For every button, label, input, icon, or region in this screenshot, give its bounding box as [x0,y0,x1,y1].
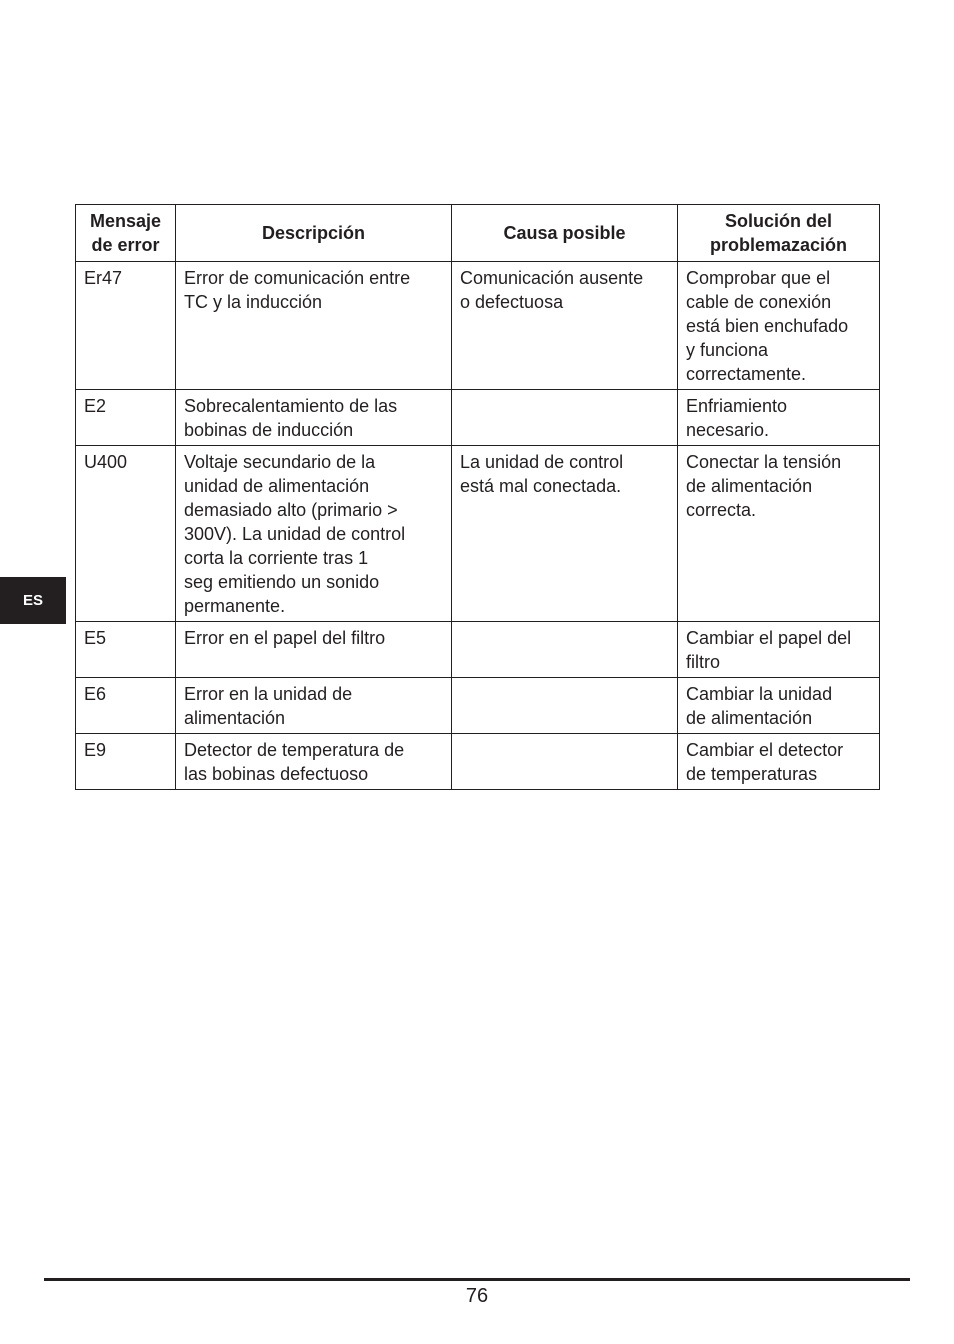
description-cell: Voltaje secundario de la unidad de alimentación demasiado alto (primario > 300V). La unidad de control corta la corriente tras 1 seg emitiendo un sonido permanente. [176,446,452,622]
table-row [76,446,880,622]
description-cell: Error de comunicación entre TC y la inducción [176,262,452,390]
error-code-table [75,204,880,790]
description-cell: Sobrecalentamiento de las bobinas de inducción [176,390,452,446]
table-header-row [76,205,880,262]
cause-cell: La unidad de control está mal conectada. [452,446,678,622]
solution-cell: Comprobar que el cable de conexión está bien enchufado y funciona correctamente. [678,262,880,390]
error-code-cell: E6 [76,678,176,734]
solution-cell: Conectar la tensión de alimentación correcta. [678,446,880,622]
solution-cell: Cambiar el detector de temperaturas [678,734,880,790]
language-tab: ES [0,577,66,624]
error-code-cell: E9 [76,734,176,790]
error-code-cell: E5 [76,622,176,678]
cause-cell [452,622,678,678]
header-description: Descripción [176,205,452,262]
cause-cell [452,734,678,790]
page-number: 76 [465,1285,489,1307]
description-cell: Error en la unidad de alimentación [176,678,452,734]
error-code-cell: U400 [76,446,176,622]
header-possible-cause: Causa posible [452,205,678,262]
header-error-message: Mensaje de error [76,205,176,262]
description-cell: Detector de temperatura de las bobinas defectuoso [176,734,452,790]
table-row [76,262,880,390]
error-code-cell: Er47 [76,262,176,390]
cause-cell [452,390,678,446]
description-cell: Error en el papel del filtro [176,622,452,678]
solution-cell: Cambiar el papel del filtro [678,622,880,678]
header-solution: Solución del problemazación [678,205,880,262]
cause-cell [452,678,678,734]
table-row [76,390,880,446]
table-row [76,678,880,734]
footer-divider [44,1278,910,1281]
table-row [76,622,880,678]
error-code-cell: E2 [76,390,176,446]
table-row [76,734,880,790]
cause-cell: Comunicación ausente o defectuosa [452,262,678,390]
solution-cell: Cambiar la unidad de alimentación [678,678,880,734]
solution-cell: Enfriamiento necesario. [678,390,880,446]
